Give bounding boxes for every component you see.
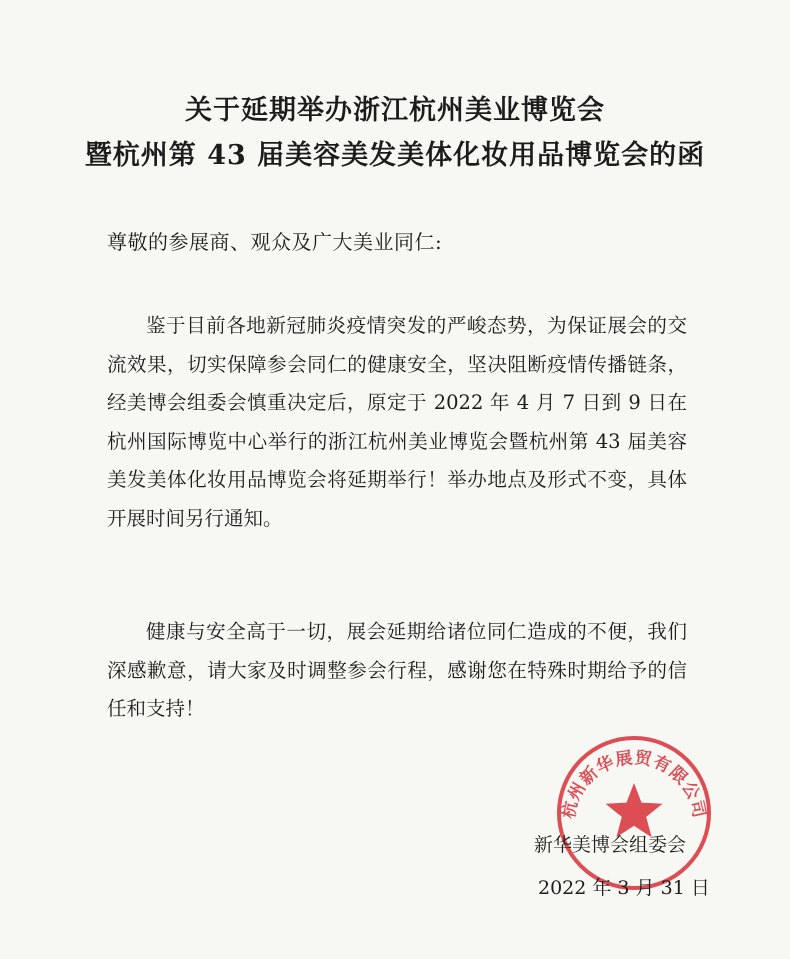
signature-organizer: 新华美博会组委会	[534, 834, 687, 856]
salutation: 尊敬的参展商、观众及广大美业同仁:	[107, 230, 443, 254]
body-paragraph-2: 健康与安全高于一切，展会延期给诸位同仁造成的不便，我们深感歉意，请大家及时调整参会行程，感谢您在特殊时期给予的信任和支持！	[107, 620, 687, 720]
company-seal	[554, 733, 714, 893]
title-line-2: 暨杭州第 43 届美容美发美体化妆用品博览会的函	[84, 140, 706, 171]
signature-date: 2022 年 3 月 31 日	[538, 877, 710, 899]
title-line-1: 关于延期举办浙江杭州美业博览会	[185, 95, 605, 126]
seal-text: 杭州新华展贸有限公司	[558, 747, 710, 821]
body-paragraph-1: 鉴于目前各地新冠肺炎疫情突发的严峻态势，为保证展会的交流效果，切实保障参会同仁的健康安全，坚决阻断疫情传播链条，经美博会组委会慎重决定后，原定于 2022 年 4 月 7 日到 9 日在杭州国际博览中心举行的浙江杭州美业博览会暨杭州第 43 届美容美发美体化妆用品博览会将延期举行！举办地点及形式不变，具体开展时间另行通知。	[107, 314, 687, 530]
